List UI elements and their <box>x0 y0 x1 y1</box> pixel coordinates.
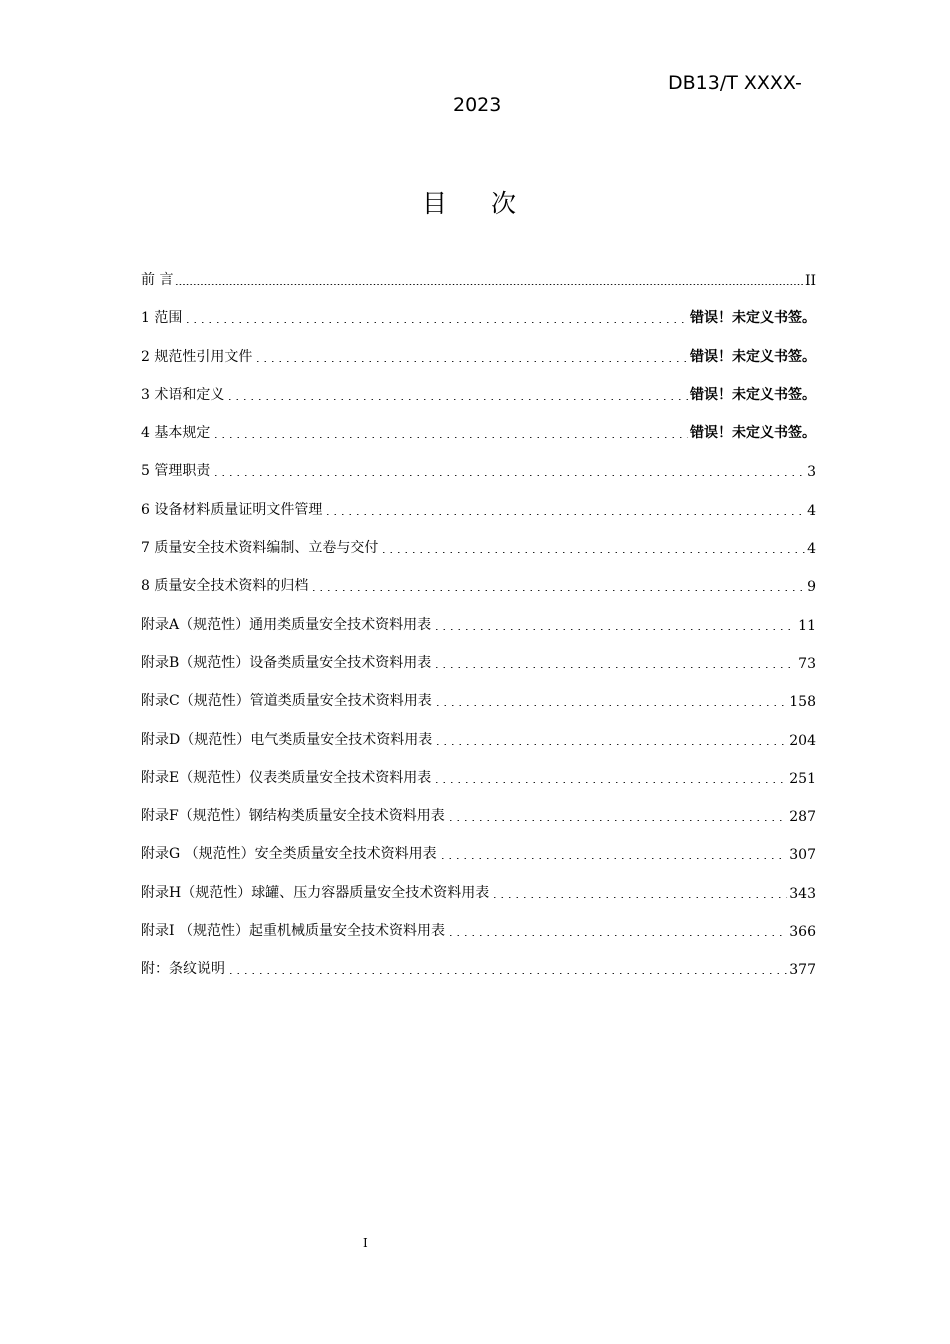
toc-dot-leader <box>434 705 788 706</box>
toc-dot-leader <box>212 437 688 438</box>
toc-entry[interactable] <box>141 825 816 863</box>
toc-entry[interactable] <box>141 327 816 365</box>
toc-entry-page[interactable]: 158 <box>789 694 816 711</box>
toc-entry-title[interactable]: 附录A（规范性）通用类质量安全技术资料用表 <box>141 616 432 633</box>
toc-entry[interactable] <box>141 672 816 710</box>
toc-dot-leader <box>434 744 787 745</box>
toc-entry-page[interactable]: 366 <box>789 924 816 941</box>
toc-entry-title[interactable]: 4 基本规定 <box>141 425 211 442</box>
toc-dot-leader <box>433 629 796 630</box>
toc-dot-leader <box>175 284 802 285</box>
toc-entry-page[interactable]: 3 <box>807 464 816 481</box>
toc-entry-page[interactable]: 4 <box>807 541 816 558</box>
toc-entry[interactable] <box>141 557 816 595</box>
toc-entry-title[interactable]: 附录F（规范性）钢结构类质量安全技术资料用表 <box>141 808 445 825</box>
toc-entry-title[interactable]: 附录I （规范性）起重机械质量安全技术资料用表 <box>141 923 445 940</box>
toc-entry-page[interactable]: 204 <box>789 732 816 749</box>
toc-entry-page[interactable]: 11 <box>798 617 816 634</box>
table-of-contents <box>141 246 816 978</box>
document-code: DB13/T XXXX- <box>668 72 802 94</box>
toc-entry[interactable] <box>141 289 816 327</box>
toc-entry-title[interactable]: 附录C（规范性）管道类质量安全技术资料用表 <box>141 693 432 710</box>
toc-entry-title[interactable]: 3 术语和定义 <box>141 386 225 403</box>
toc-entry-title[interactable]: 6 设备材料质量证明文件管理 <box>141 501 323 518</box>
toc-entry-title[interactable]: 2 规范性引用文件 <box>141 348 253 365</box>
toc-dot-leader <box>310 590 805 591</box>
document-year: 2023 <box>453 94 502 116</box>
toc-dot-leader <box>433 667 796 668</box>
toc-entry-title[interactable]: 1 范围 <box>141 310 183 327</box>
toc-entry-title[interactable]: 8 质量安全技术资料的归档 <box>141 578 309 595</box>
toc-entry-title[interactable]: 7 质量安全技术资料编制、立卷与交付 <box>141 540 379 557</box>
toc-entry-page[interactable]: 错误！未定义书签。 <box>690 425 816 442</box>
toc-entry[interactable] <box>141 634 816 672</box>
toc-dot-leader <box>447 820 788 821</box>
toc-entry[interactable] <box>141 246 816 289</box>
toc-dot-leader <box>439 858 788 859</box>
toc-entry-title[interactable]: 附：条纹说明 <box>141 961 225 978</box>
toc-entry[interactable] <box>141 442 816 480</box>
toc-entry-page[interactable]: 251 <box>789 770 816 787</box>
toc-dot-leader <box>380 552 805 553</box>
toc-dot-leader <box>433 782 787 783</box>
toc-entry-page[interactable]: 错误！未定义书签。 <box>690 386 816 403</box>
page-title: 目 次 <box>422 189 534 218</box>
toc-entry-page[interactable]: 错误！未定义书签。 <box>690 310 816 327</box>
toc-entry-page[interactable]: 307 <box>789 847 816 864</box>
toc-entry-page[interactable]: 377 <box>789 962 816 979</box>
toc-entry[interactable] <box>141 863 816 901</box>
toc-entry-page[interactable]: 343 <box>789 885 816 902</box>
toc-dot-leader <box>226 399 688 400</box>
toc-entry-title[interactable]: 附录D（规范性）电气类质量安全技术资料用表 <box>141 731 433 748</box>
toc-entry[interactable] <box>141 749 816 787</box>
toc-entry-page[interactable]: 4 <box>807 502 816 519</box>
toc-entry-title[interactable]: 附录G （规范性）安全类质量安全技术资料用表 <box>141 846 437 863</box>
toc-entry-page[interactable]: 287 <box>789 809 816 826</box>
toc-dot-leader <box>447 935 787 936</box>
toc-entry-title[interactable]: 附录H（规范性）球罐、压力容器质量安全技术资料用表 <box>141 884 490 901</box>
toc-entry[interactable] <box>141 595 816 633</box>
toc-entry-title[interactable]: 5 管理职责 <box>141 463 211 480</box>
toc-dot-leader <box>227 973 787 974</box>
toc-dot-leader <box>184 322 688 323</box>
toc-dot-leader <box>212 475 805 476</box>
toc-entry[interactable] <box>141 519 816 557</box>
toc-dot-leader <box>324 514 805 515</box>
toc-entry[interactable] <box>141 366 816 404</box>
toc-entry[interactable] <box>141 940 816 978</box>
toc-entry-page[interactable]: 错误！未定义书签。 <box>690 348 816 365</box>
toc-entry-page[interactable]: 9 <box>807 579 816 596</box>
toc-entry[interactable] <box>141 480 816 518</box>
page-number: I <box>363 1236 368 1250</box>
toc-dot-leader <box>491 897 787 898</box>
toc-dot-leader <box>254 361 688 362</box>
toc-entry-title[interactable]: 前 言 <box>141 272 174 288</box>
toc-entry[interactable] <box>141 787 816 825</box>
toc-entry[interactable] <box>141 404 816 442</box>
toc-entry-title[interactable]: 附录B（规范性）设备类质量安全技术资料用表 <box>141 654 432 671</box>
toc-entry[interactable] <box>141 710 816 748</box>
toc-entry[interactable] <box>141 902 816 940</box>
toc-entry-title[interactable]: 附录E（规范性）仪表类质量安全技术资料用表 <box>141 769 432 786</box>
toc-entry-page[interactable]: 73 <box>798 655 816 672</box>
toc-entry-page[interactable]: II <box>804 273 816 289</box>
